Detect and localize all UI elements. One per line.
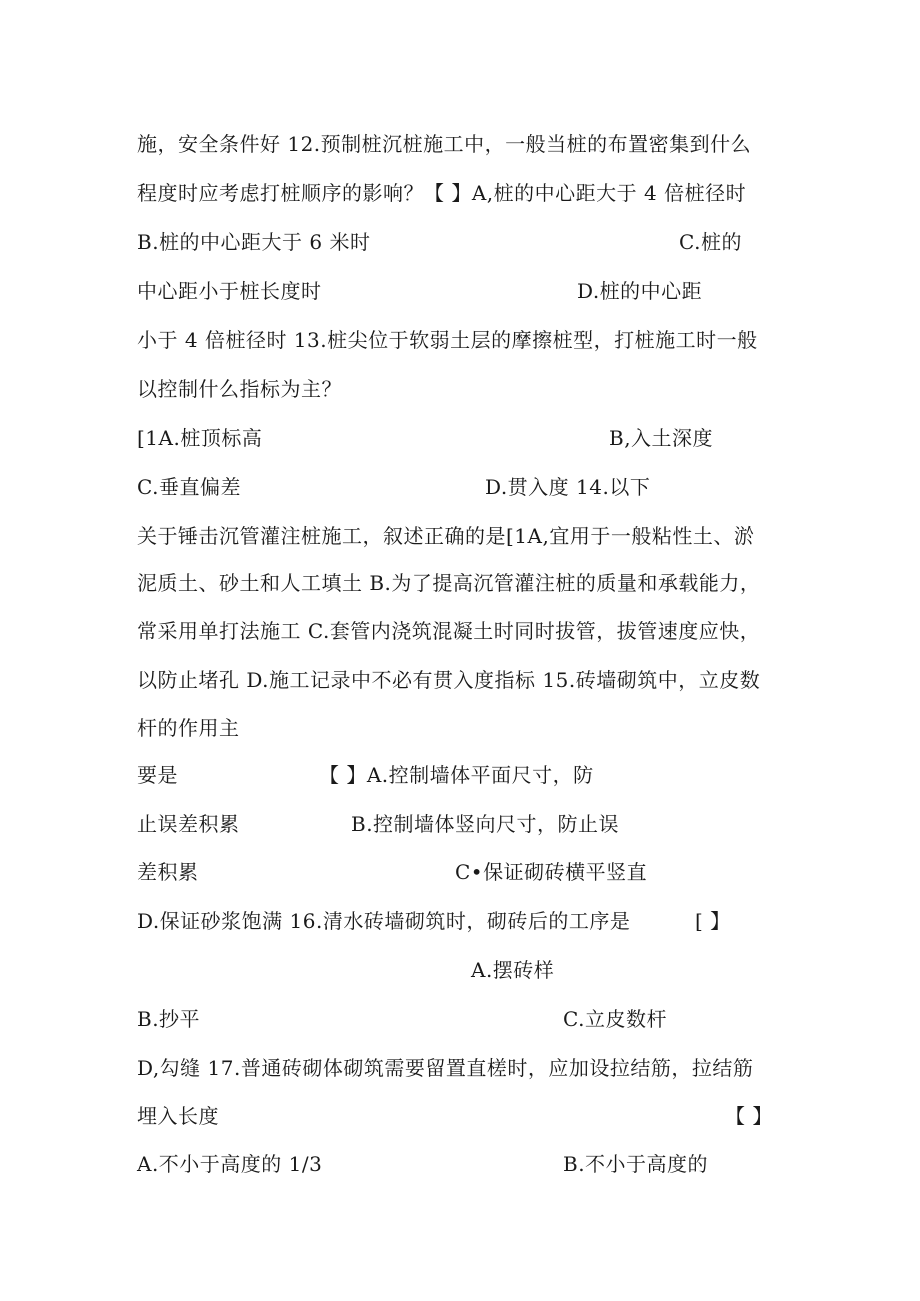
text-line	[137, 806, 787, 842]
line-text-left: 中心距小于桩长度时	[137, 279, 322, 303]
line-text-right: C.立皮数杆	[563, 1007, 667, 1031]
text-line	[137, 1050, 787, 1086]
line-text-right: B.不小于高度的	[563, 1152, 709, 1176]
text-line	[137, 371, 787, 407]
line-text: 施，安全条件好 12.预制桩沉桩施工中，一般当桩的布置密集到什么	[137, 132, 752, 156]
text-line	[137, 903, 787, 939]
text-line	[137, 757, 787, 793]
line-text: 常采用单打法施工 C.套管内浇筑混凝土时同时拔管，拔管速度应快，	[137, 619, 761, 643]
text-line	[137, 518, 787, 554]
line-text: 关于锤击沉管灌注桩施工，叙述正确的是[1A,宜用于一般粘性土、淤	[137, 524, 755, 548]
text-line	[137, 1146, 787, 1182]
text-line	[137, 224, 787, 260]
text-line	[137, 613, 787, 649]
line-text: 小于 4 倍桩径时 13.桩尖位于软弱土层的摩擦桩型，打桩施工时一般	[137, 328, 758, 352]
line-text-right: C•保证砌砖横平竖直	[455, 860, 648, 884]
text-line	[137, 273, 787, 309]
line-text-right: B.控制墙体竖向尺寸，防止误	[351, 812, 620, 836]
text-line	[137, 565, 787, 601]
text-line	[137, 1001, 787, 1037]
text-line	[137, 854, 787, 890]
line-text-right: 【 】	[725, 1104, 773, 1128]
line-text-left: 埋入长度	[137, 1104, 219, 1128]
line-text-left: C.垂直偏差	[137, 475, 241, 499]
line-text: 程度时应考虑打桩顺序的影响？【 】A,桩的中心距大于 4 倍桩径时	[137, 181, 747, 205]
line-text: 以防止堵孔 D.施工记录中不必有贯入度指标 15.砖墙砌筑中，立皮数	[137, 668, 761, 692]
line-text-left: B.抄平	[137, 1007, 201, 1031]
text-line	[137, 322, 787, 358]
line-text-right: D.贯入度 14.以下	[485, 475, 651, 499]
line-text: 泥质土、砂土和人工填土 B.为了提高沉管灌注桩的质量和承载能力，	[137, 571, 761, 595]
line-text-right: D.桩的中心距	[577, 279, 703, 303]
text-line	[137, 420, 787, 456]
line-text-left: [1A.桩顶标高	[137, 426, 263, 450]
text-line	[137, 952, 787, 988]
text-line	[137, 662, 787, 698]
line-text-left: B.桩的中心距大于 6 米时	[137, 230, 371, 254]
line-text: D,勾缝 17.普通砖砌体砌筑需要留置直槎时，应加设拉结筋，拉结筋	[137, 1056, 754, 1080]
line-text-left: 止误差积累	[137, 812, 240, 836]
text-line	[137, 710, 787, 746]
line-text-left: 要是	[137, 763, 178, 787]
text-line	[137, 175, 787, 211]
line-text-left: A.不小于高度的 1/3	[137, 1152, 323, 1176]
line-text-left: D.保证砂浆饱满 16.清水砖墙砌筑时，砌砖后的工序是	[137, 909, 631, 933]
line-text-right: B,入土深度	[609, 426, 714, 450]
text-line	[137, 469, 787, 505]
line-text-right: [ 】	[695, 909, 731, 933]
line-text-right: A.摆砖样	[471, 958, 555, 982]
text-line	[137, 1098, 787, 1134]
line-text-right: C.桩的	[679, 230, 742, 254]
text-line	[137, 126, 787, 162]
line-text-right: 【 】A.控制墙体平面尺寸，防	[319, 763, 594, 787]
line-text: 以控制什么指标为主？	[137, 377, 342, 401]
line-text-left: 差积累	[137, 860, 199, 884]
line-text: 杆的作用主	[137, 716, 240, 740]
